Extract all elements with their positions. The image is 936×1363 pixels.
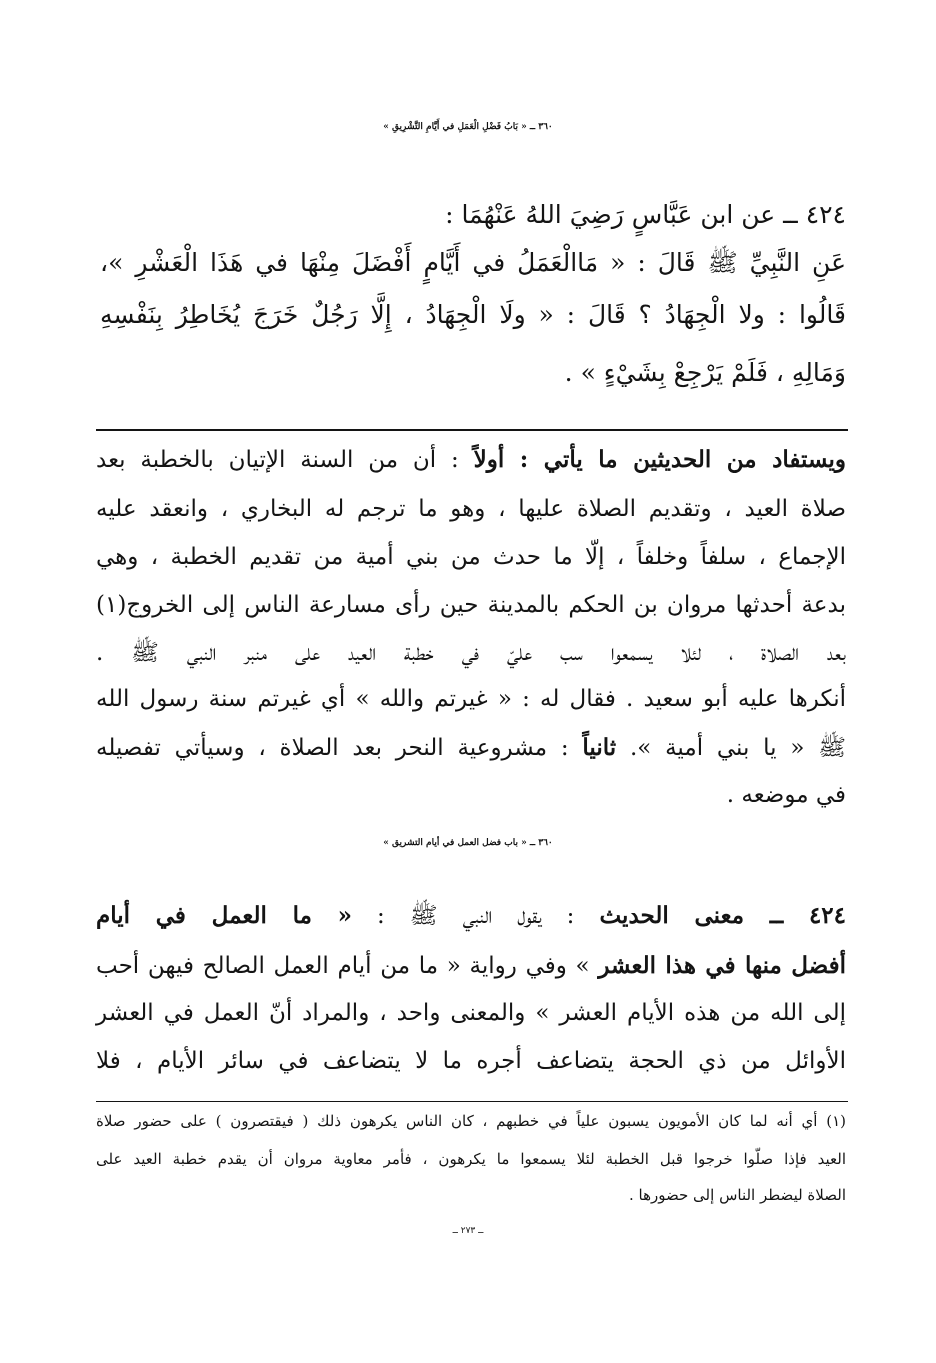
section-divider [96,429,848,431]
footnote-line: الصلاة ليضطر الناس إلى حضورها . [629,1186,846,1204]
benefits-line: صلاة العيد ، وتقديم الصلاة عليها ، وهو ما ترجم له البخاري ، وانعقد عليه [96,496,846,522]
benefits-line [96,734,846,763]
hadith-line: قَالُوا : ولا الْجِهَادُ ؟ قَالَ : « ولَا الْجِهَادُ ، إِلَّا رَجُلٌ خَرَجَ يُخَاطِرُ بِنَفْسِهِ [100,300,846,329]
page-number: ــ ٢٧٣ ــ [452,1226,484,1236]
section-heading: ٣٦٠ ــ « باب فضل العمل في أيام التشريق » [383,838,553,848]
footnote-line: العيد فإذا صلّوا خرجوا قبل الخطبة لئلا يسمعوا ما يكرهون ، فأمر معاوية مروان أن يقدم خطبة العيد على [96,1150,846,1168]
benefits-line: الإجماع ، سلفاً وخلفاً ، إلّا ما حدث من بني أمية من تقديم الخطبة ، وهي [96,544,846,570]
benefits-line: في موضعه . [726,782,846,808]
meaning-seg: » وفي رواية « ما من أيام العمل الصالح فيهن أحب [96,953,599,979]
hadith-line: عَنِ النَّبِيِّ ﷺ قَالَ : « مَاالْعَمَلُ في أَيَّامٍ أَفْضَلَ مِنْهَا في هَذَا الْعَشْرِ »، [100,248,846,277]
benefits-line [96,446,846,475]
chapter-heading: ٣٦٠ ــ « بَابُ فَضْلِ الْعَمَلِ في أَيَّامِ التَّشْرِيقِ » [383,122,553,132]
benefits-lead: ويستفاد من الحديثين ما يأتي : أولاً [473,446,846,473]
benefits-second-lead: ثانياً [582,734,617,761]
meaning-quote: أفضل منها في هذا العشر [598,952,846,979]
hadith-intro: ٤٢٤ ــ عن ابن عَبَّاسٍ رَضِيَ اللهُ عَنْهُمَا : [445,200,846,229]
meaning-lead: ٤٢٤ ــ معنى الحديث [599,902,846,929]
footnote-line: (١) أي أنه لما كان الأمويون يسبون علياً في خطبهم ، كان الناس يكرهون ذلك ( فيقتصرون ) على حضور صلاة [96,1112,846,1130]
benefits-line: بدعة أحدثها مروان بن الحكم بالمدينة حين رأى مسارعة الناس إلى الخروج(١) [96,592,846,618]
meaning-line [96,952,846,981]
benefits-line: أنكرها عليه أبو سعيد . فقال له : « غيرتم والله » أي غيرتم سنة رسول الله [96,686,846,712]
benefits-seg: : مشروعية النحر بعد الصلاة ، وسيأتي تفصيله [96,735,583,761]
benefits-lead-rest: : أن من السنة الإتيان بالخطبة بعد [96,447,474,473]
meaning-quote: « ما العمل في أيام [96,902,352,929]
benefits-line: بعد الصلاة ، لئلا يسمعوا سب عليّ في خطبة العيد على منبر النبي ﷺ . [96,640,846,666]
footnote-divider [96,1101,848,1102]
meaning-line: إلى الله من هذه الأيام العشر » والمعنى واحد ، والمراد أنّ العمل في العشر [96,1000,846,1026]
benefits-seg: ﷺ « يا بني أمية ». [616,735,846,761]
meaning-line: الأوائل من ذي الحجة يتضاعف أجره ما لا يتضاعف في سائر الأيام ، فلا [96,1048,846,1074]
hadith-line: وَمَالِهِ ، فَلَمْ يَرْجِعْ بِشَيْءٍ » . [564,358,846,387]
meaning-line [96,902,846,931]
meaning-seg: : يقول النبي ﷺ : [352,903,600,929]
